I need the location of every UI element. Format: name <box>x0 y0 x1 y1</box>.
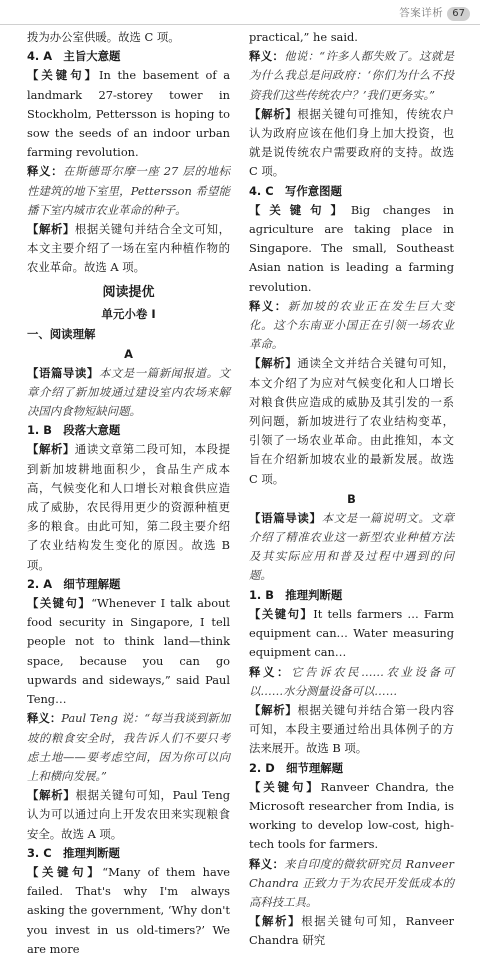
translation <box>249 297 454 355</box>
analysis-tag: 【解析】 <box>27 788 76 803</box>
page-number: 67 <box>447 7 470 21</box>
question-heading: 2. A 细节理解题 <box>27 576 121 591</box>
analysis-tag: 【解析】 <box>249 702 298 717</box>
analysis <box>27 220 230 278</box>
translation-text: 在斯德哥尔摩一座 27 层的地标性建筑的地下室里，Pettersson 希望能播下室内城市农业革命的种子。 <box>27 164 230 217</box>
analysis <box>27 440 230 574</box>
analysis <box>249 912 454 950</box>
guide-text: 本文是一篇说明文。文章介绍了精准农业这一新型农业种植方法及其实际应用和普及过程中遇到的问题。 <box>249 510 454 583</box>
analysis <box>249 701 454 759</box>
question-heading: 4. C 写作意图题 <box>249 183 342 198</box>
translation-tag: 释义： <box>249 49 285 64</box>
key-sentence <box>27 594 230 709</box>
analysis-text: 通读文章第二段可知，本段提到新加坡耕地面积少，食品生产成本高，气候变化和人口增长对粮食供应造成了威胁，农民得用更少的资源种植更多的粮食。由此可知，第二段主要介绍了农业结构发生变化的原因。故选 B 项。 <box>27 442 230 572</box>
part-title: 一、阅读理解 <box>27 326 96 341</box>
translation-text: Paul Teng 说：“每当我谈到新加坡的粮食安全时，我告诉人们不要只考虑土地——要考虑空间，因为你可以向上和横向发展。” <box>27 711 230 783</box>
key-sentence <box>249 778 454 855</box>
translation-tag: 释义： <box>249 664 292 679</box>
analysis-tag: 【解析】 <box>27 442 75 457</box>
guide-tag: 【语篇导读】 <box>249 510 322 525</box>
paragraph: 拨为办公室供暖。故选 C 项。 <box>27 30 180 44</box>
guide-tag: 【语篇导读】 <box>27 365 99 380</box>
key-sentence <box>249 605 454 663</box>
analysis <box>249 105 454 182</box>
translation-tag: 释义： <box>249 856 285 871</box>
right-column <box>249 28 454 948</box>
translation <box>249 663 454 701</box>
question-heading: 3. C 推理判断题 <box>27 845 120 860</box>
analysis-tag: 【解析】 <box>249 914 302 929</box>
key-text: In the basement of a landmark 27-storey tower in Stockholm, Pettersson is hoping to sow the seeds of an indoor urban farming revolution. <box>27 68 230 160</box>
key-tag: 【关键句】 <box>27 68 99 83</box>
translation-text: 它告诉农民……农业设备可以……水分测量设备可以…… <box>249 664 454 698</box>
analysis-tag: 【解析】 <box>27 222 75 237</box>
passage-guide <box>27 364 230 422</box>
analysis <box>27 786 230 844</box>
analysis-text: 根据关键句并结合全文可知，本文主要介绍了一场在室内种植作物的农业革命。故选 A 项。 <box>27 222 230 275</box>
key-tag: 【关键句】 <box>249 779 321 794</box>
key-sentence <box>249 201 454 297</box>
translation-text: 他说：“许多人都失败了。这就是为什么我总是问政府：‘你们为什么不投资我们这些传统农户？’我们更务实。” <box>249 49 454 102</box>
header-title: 答案详析 <box>399 7 444 20</box>
translation <box>27 162 230 220</box>
header-divider <box>0 24 480 25</box>
key-sentence <box>27 66 230 162</box>
analysis <box>249 354 454 488</box>
translation <box>27 709 230 786</box>
question-heading: 4. A 主旨大意题 <box>27 49 121 64</box>
key-text: Big changes in agriculture are taking place in Singapore. The small, Southeast Asian nation is leading a farming revolution. <box>249 202 454 294</box>
section-title: 阅读提优 <box>102 284 155 300</box>
translation-text: 来自印度的微软研究员 Ranveer Chandra 正致力于为农民开发低成本的高科技工具。 <box>249 856 454 909</box>
translation-tag: 释义： <box>27 711 62 726</box>
translation-text: 新加坡的农业正在发生巨大变化。这个东南亚小国正在引领一场农业革命。 <box>249 298 454 352</box>
translation-tag: 释义： <box>249 298 288 313</box>
key-sentence <box>27 863 230 959</box>
paragraph: practical,” he said. <box>249 30 358 44</box>
translation <box>249 855 454 913</box>
key-text: “Whenever I talk about food security in Singapore, I tell people not to think land—think space, because you can go upwards and sideways,” said Paul Teng… <box>27 596 230 707</box>
passage-guide <box>249 509 454 586</box>
key-tag: 【关键句】 <box>249 202 351 217</box>
key-text: “Many of them have failed. That's why I'm always asking the government, ‘Why don't you invest in us old-timers?’ We are more <box>27 864 230 956</box>
analysis-text: 根据关键句可知，Ranveer Chandra 研究 <box>249 914 454 948</box>
analysis-text: 根据关键句并结合第一段内容可知，本段主要通过给出具体例子的方法来展开。故选 B 项。 <box>249 702 454 756</box>
left-column <box>27 28 230 956</box>
unit-title: 单元小卷 I <box>101 306 156 321</box>
translation <box>249 47 454 105</box>
analysis-tag: 【解析】 <box>249 106 298 121</box>
question-heading: 2. D 细节理解题 <box>249 760 344 775</box>
analysis-text: 根据关键句可推知，传统农户认为政府应该在他们身上加大投资，也就是说传统农户需要政府的支持。故选 C 项。 <box>249 106 454 179</box>
analysis-text: 通读全文并结合关键句可知，本文介绍了为应对气候变化和人口增长对粮食供应造成的威胁及其引发的一系列问题，新加坡进行了农业结构变革，引领了一场农业革命。由此推知，本文旨在介绍新加坡农业的最新发展。故选 C 项。 <box>249 356 454 486</box>
key-tag: 【关键句】 <box>27 864 103 879</box>
key-text: It tells farmers … Farm equipment can… Water measuring equipment can… <box>249 606 454 660</box>
analysis-text: 根据关键句可知，Paul Teng 认为可以通过向上开发农田来实现粮食安全。故选 A 项。 <box>27 788 230 841</box>
question-heading: 1. B 段落大意题 <box>27 423 121 438</box>
key-text: Ranveer Chandra, the Microsoft researcher from India, is working to develop low-cost, high-tech tools for farmers. <box>249 779 454 852</box>
passage-letter: A <box>124 346 133 361</box>
passage-letter: B <box>347 491 356 506</box>
key-tag: 【关键句】 <box>27 596 92 611</box>
question-heading: 1. B 推理判断题 <box>249 587 343 602</box>
key-tag: 【关键句】 <box>249 606 314 621</box>
guide-text: 本文是一篇新闻报道。文章介绍了新加坡通过建设室内农场来解决国内食物短缺问题。 <box>27 365 230 419</box>
page-header <box>399 6 470 22</box>
translation-tag: 释义： <box>27 164 64 179</box>
analysis-tag: 【解析】 <box>249 356 298 371</box>
